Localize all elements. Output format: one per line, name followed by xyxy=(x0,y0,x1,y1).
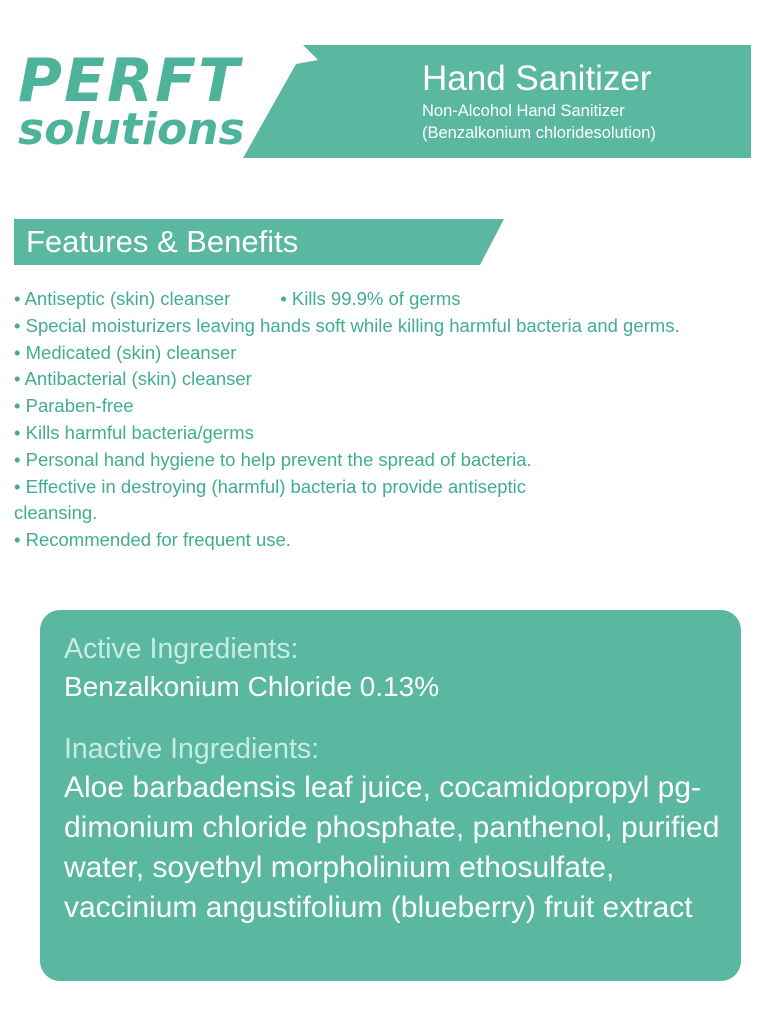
product-subtitle-1: Non-Alcohol Hand Sanitizer xyxy=(422,102,625,120)
active-ingredients-heading: Active Ingredients: xyxy=(64,633,299,665)
brand-logo-line2: solutions xyxy=(18,104,245,155)
inactive-ingredients-heading: Inactive Ingredients: xyxy=(64,733,320,765)
feature-item: • Effective in destroying (harmful) bacteria to provide antiseptic cleansing. xyxy=(14,475,527,524)
active-ingredients-value: Benzalkonium Chloride 0.13% xyxy=(64,671,440,702)
feature-item: • Special moisturizers leaving hands soft while killing harmful bacteria and germs. xyxy=(14,314,680,336)
feature-item-kills-germs: • Kills 99.9% of germs xyxy=(280,288,461,309)
feature-item: • Personal hand hygiene to help prevent the spread of bacteria. xyxy=(14,448,532,470)
product-title: Hand Sanitizer xyxy=(422,59,652,98)
feature-item: • Paraben-free xyxy=(14,395,134,417)
features-list xyxy=(14,286,768,554)
product-subtitle-2: (Benzalkonium chloridesolution) xyxy=(422,124,656,142)
inactive-ingredients-value: Aloe barbadensis leaf juice, cocamidopropyl pg-dimonium chloride phosphate, panthenol, purified water, soyethyl morpholinium ethosulfate, vaccinium angustifolium (blueberry) fruit extract xyxy=(64,771,720,924)
feature-item: • Kills harmful bacteria/germs xyxy=(14,421,254,443)
brand-logo-line1: PERFT xyxy=(18,46,242,116)
brand-logo xyxy=(18,46,245,155)
feature-item: • Medicated (skin) cleanser xyxy=(14,341,237,363)
feature-item xyxy=(14,286,768,313)
feature-item-antiseptic: • Antiseptic (skin) cleanser xyxy=(14,288,231,309)
ingredients-panel xyxy=(40,610,741,981)
features-title: Features & Benefits xyxy=(26,224,299,259)
feature-item: • Antibacterial (skin) cleanser xyxy=(14,368,252,390)
feature-item: • Recommended for frequent use. xyxy=(14,529,291,551)
product-header xyxy=(422,58,656,144)
